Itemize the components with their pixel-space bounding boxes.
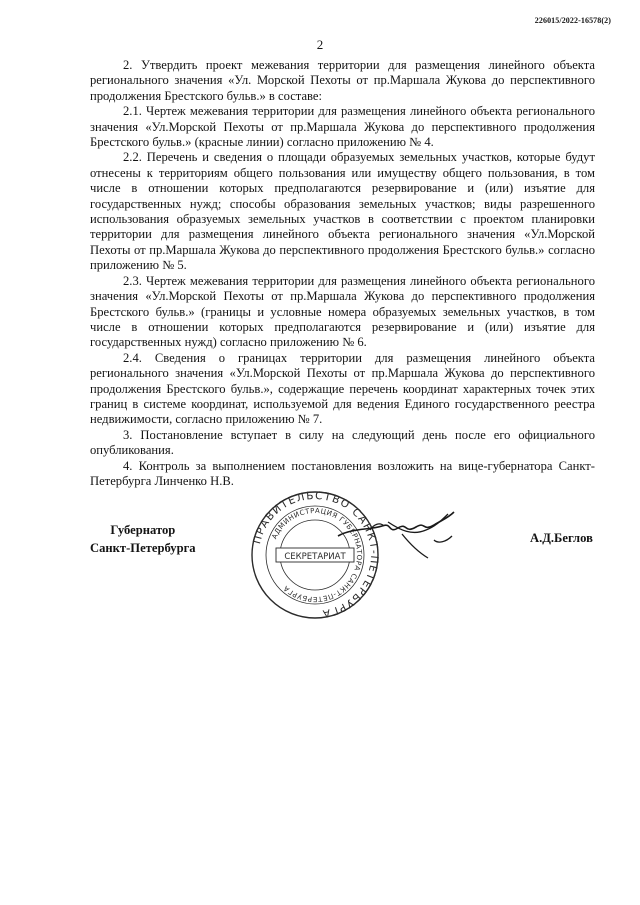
paragraph-2-1: 2.1. Чертеж межевания территории для размещения линейного объекта регионального значения «Ул.Морской Пехоты от пр.Маршала Жукова до перспективного продолжения Брестского бульв.» (красные линии) согласно приложению № 4.	[90, 104, 595, 150]
paragraph-4: 4. Контроль за выполнением постановления возложить на вице-губернатора Санкт-Петербурга Линченко Н.В.	[90, 458, 595, 488]
handwritten-signature	[330, 500, 460, 570]
page-number: 2	[316, 37, 324, 52]
signatory-name: А.Д.Беглов	[530, 531, 593, 545]
document-body	[90, 58, 595, 489]
paragraph-3: 3. Постановление вступает в силу на следующий день после его официального опубликования.	[90, 427, 595, 458]
paragraph-2: 2. Утвердить проект межевания территории для размещения линейного объекта регионального значения «Ул. Морской Пехоты от пр.Маршала Жукова до перспективного продолжения Брестского бульв.» в составе:	[90, 58, 595, 103]
paragraph-2-4: 2.4. Сведения о границах территории для размещения линейного объекта регионального значения «Ул.Морской Пехоты от пр.Маршала Жукова до перспективного продолжения Брестского бульв.», содержащие перечень координат характерных точек этих границ в системе координат, используемой для ведения Единого государственного реестра недвижимости, согласно приложению № 7.	[90, 350, 595, 427]
paragraph-2-2: 2.2. Перечень и сведения о площади образуемых земельных участков, которые будут отнесены к территориям общего пользования или имуществу общего пользования, в том числе в отношении которых предполагаются резервирование и (или) изъятие для государственных нужд; способы образования земельных участков; виды разрешенного использования образуемых земельных участков в соответствии с проектом планировки территории для размещения линейного объекта регионального значения «Ул.Морской Пехоты от пр.Маршала Жукова до перспективного продолжения Брестского бульв.» согласно приложению № 5.	[90, 150, 595, 273]
signatory-position	[90, 521, 196, 557]
paragraph-2-3: 2.3. Чертеж межевания территории для размещения линейного объекта регионального значения «Ул.Морской Пехоты от пр.Маршала Жукова до перспективного продолжения Брестского бульв.» (границы и условные номера образуемых земельных участков, в том числе в отношении которых предполагаются резервирование и (или) изъятие для государственных нужд) согласно приложению № 6.	[90, 273, 595, 350]
document-number: 226015/2022-16578(2)	[534, 16, 611, 25]
stamp-center-text: СЕКРЕТАРИАТ	[284, 552, 346, 562]
signatory-position-title: Губернатор	[110, 523, 176, 537]
signatory-position-city: Санкт-Петербурга	[90, 541, 196, 555]
stamp-inner-text: АДМИНИСТРАЦИЯ ГУБЕРНАТОРА САНКТ-ПЕТЕРБУРГА	[270, 506, 364, 604]
stamp-outer-text: ПРАВИТЕЛЬСТВО САНКТ-ПЕТЕРБУРГА	[251, 490, 380, 620]
